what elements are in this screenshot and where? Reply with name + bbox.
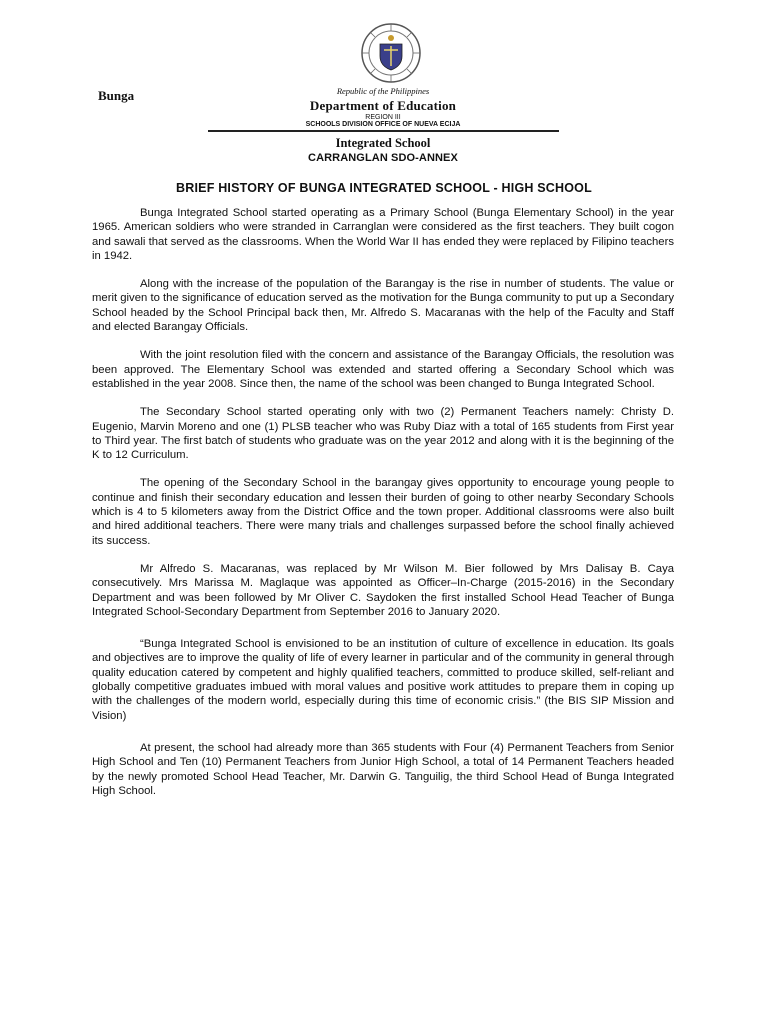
- mission-vision-quote: “Bunga Integrated School is envisioned to be an institution of culture of excellence in education. Its goals and objectives are to improve the quality of life of every learner in particular and of the community in general through quality education catered by competent and highly qualified teachers, committed to produce skilled, self-reliant and globally competitive graduates imbued with moral values and positive work attitudes to prepare them in coping up with the challenges of the modern world, especially during this time of economic crisis.” (the BIS SIP Mission and Vision): [92, 638, 674, 722]
- deped-seal-icon: [360, 22, 422, 84]
- letterhead: [0, 0, 768, 175]
- republic-line: Republic of the Philippines: [336, 86, 430, 96]
- header-left-label: Bunga: [98, 88, 135, 103]
- paragraph: Along with the increase of the population of the Barangay is the rise in number of students. The value or merit given to the significance of education served as the motivation for the Bunga community to put up a Secondary School headed by the School Principal back then, Mr. Alfredo S. Macaranas with the help of the Faculty and Staff and elected Barangay Officials.: [92, 278, 674, 334]
- department-name: Department of Education: [309, 98, 457, 113]
- paragraph: At present, the school had already more than 365 students with Four (4) Permanent Teachers from Senior High School and Ten (10) Permanent Teachers from Junior High School, a total of 14 Permanent Teachers headed by the newly promoted School Head Teacher, Mr. Darwin G. Tanguilig, the third School Head of Bunga Integrated High School.: [92, 741, 674, 797]
- division-line: SCHOOLS DIVISION OFFICE OF NUEVA ECIJA: [305, 121, 461, 128]
- paragraph: Bunga Integrated School started operating as a Primary School (Bunga Elementary School) in the year 1965. American soldiers who were stranded in Carranglan were considered as the first teachers. They built cogon and sawali that served as the classrooms. When the World War II has ended they were replaced by Filipino teachers in 1942.: [92, 207, 674, 262]
- paragraph: The opening of the Secondary School in the barangay gives opportunity to encourage young people to continue and finish their secondary education and lessen their burden of going to other nearby Secondary Schools which is 4 to 5 kilometers away from the District Office and the town proper. Additional classrooms were also built and hired additional teachers. There were many trials and challenges surpassed before the school finally achieved its success.: [92, 477, 674, 547]
- annex-line: CARRANGLAN SDO-ANNEX: [308, 152, 458, 164]
- paragraph: The Secondary School started operating only with two (2) Permanent Teachers namely: Christy D. Eugenio, Marvin Moreno and one (1) PLSB teacher who was Ruby Diaz with a total of 165 students from First year to Third year. The first batch of students who graduate was on the year 2012 and along with it is the beginning of the K to 12 Curriculum.: [92, 406, 674, 462]
- school-name: Integrated School: [335, 136, 431, 150]
- header-divider: [208, 130, 559, 132]
- document-body: [92, 206, 674, 812]
- paragraph: Mr Alfredo S. Macaranas, was replaced by Mr Wilson M. Bier followed by Mrs Dalisay B. Caya consecutively. Mrs Marissa M. Maglaque was appointed as Officer–In-Charge (2015-2016) in the Secondary Department and was been followed by Mr Oliver C. Saydoken the first installed School Head Teacher of Bunga Integrated School-Secondary Department from September 2016 to January 2020.: [92, 562, 674, 618]
- document-title: BRIEF HISTORY OF BUNGA INTEGRATED SCHOOL - HIGH SCHOOL: [176, 181, 592, 195]
- paragraph: With the joint resolution filed with the concern and assistance of the Barangay Officials, the resolution was been approved. The Elementary School was extended and started offering a Secondary School which was established in the year 2008. Since then, the name of the school was been changed to Bunga Integrated School.: [92, 349, 674, 390]
- region-line: REGION III: [365, 114, 401, 121]
